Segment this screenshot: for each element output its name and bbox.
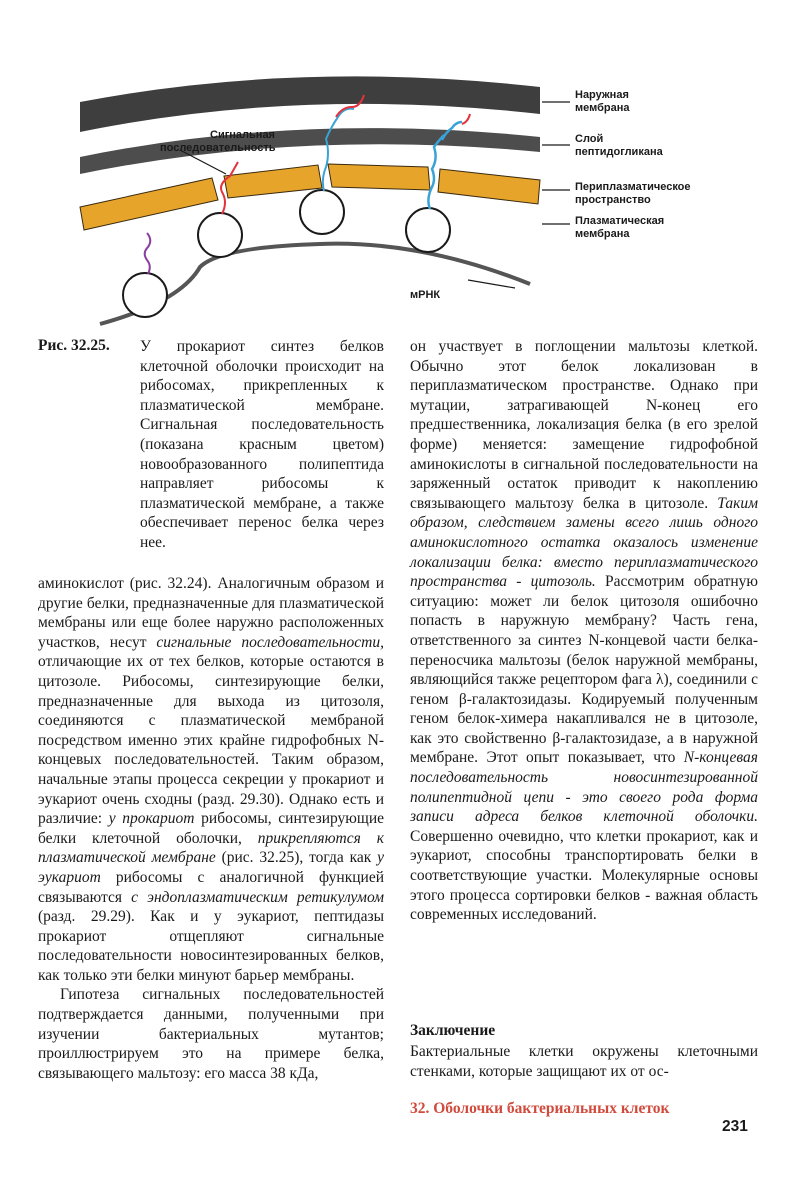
footer-section-title: 32. Оболочки бактериальных клеток [410, 1100, 670, 1117]
label-signal-sequence: Сигнальная последовательность [160, 129, 276, 154]
label-mrna: мРНК [410, 289, 441, 301]
summary-heading: Заключение [410, 1022, 496, 1039]
figure-caption-text: У прокариот синтез белков клеточной оболочки происходит на рибосомах, прикрепленных к плазматической мембране. Сигнальная последовательность (показана красным цветом) новообразованного полипептида направляет рибосомы к плазматической мембране, а также обеспечивает перенос белка через нее. [140, 338, 384, 551]
page-number: 231 [722, 1118, 748, 1135]
label-plasma-membrane: Плазматическая мембрана [575, 215, 665, 240]
outer-membrane-band [80, 76, 540, 132]
left-column [38, 574, 384, 1083]
label-peptidoglycan: Слой пептидогликана [575, 133, 663, 158]
summary-text: Бактериальные клетки окружены клеточными стенками, которые защищают их от ос- [410, 1043, 758, 1080]
figure-bacterial-envelope [60, 52, 760, 337]
right-column [410, 337, 758, 925]
paragraph-hypothesis: Гипотеза сигнальных последовательностей подтверждается данными, полученными при изучении бактериальных мутантов; проиллюстрируем это на примере белка, связывающего мальтозу: его масса 38 кДа, [38, 986, 384, 1082]
nascent-chain [145, 233, 151, 274]
label-outer-membrane: Наружная мембрана [575, 89, 630, 114]
label-periplasm: Периплазматическое пространство [575, 181, 691, 206]
paragraph-signal-sequences: аминокислот (рис. 32.24). Аналогичным образом и другие белки, предназначенные для плазматической мембраны или еще более наружно расположенных участков, несут сигнальные последовательности, отличающие их от тех белков, которые остаются в цитозоле. Рибосомы, синтезирующие белки, предназначенные для выхода из цитозоля, соединяются с плазматической мембраной посредством именно этих крайне гидрофобных N-концевых последовательностей. Таким образом, начальные этапы процесса секреции у прокариот и эукариот очень сходны (разд. 29.30). Однако есть и различие: у прокариот рибосомы, синтезирующие белки клеточной оболочки, прикрепляются к плазматической мембране (рис. 32.25), тогда как у эукариот рибосомы с аналогичной функцией связываются с эндоплазматическим ретикулумом (разд. 29.29). Как и у эукариот, пептидазы прокариот отщепляют сигнальные последовательности новосинтезированных белков, как только эти белки минуют барьер мембраны. [38, 575, 384, 984]
paragraph-maltose-protein: он участвует в поглощении мальтозы клеткой. Обычно этот белок локализован в периплазматическом пространстве. Однако при мутации, затрагивающей N-конец его предшественника, локализация белка (в его зрелой форме) меняется: замещение гидрофобной аминокислоты в сигнальной последовательности на заряженный остаток приводит к накоплению связывающего мальтозу белка в цитозоле. Таким образом, следствием замены всего лишь одного аминокислотного остатка оказалось изменение локализации белка: вместо периплазматического пространства - цитозоль. Рассмотрим обратную ситуацию: может ли белок цитозоля ошибочно попасть в наружную мембрану? Часть гена, ответственного за синтез N-концевой части белка-переносчика мальтозы (белок наружной мембраны, являющийся также рецептором фага λ), соединили с геном β-галактозидазы. Кодируемый полученным геном белок-химера накапливался не в цитозоле, как это свойственно β-галактозидазе, а в наружной мембране. Этот опыт показывает, что N-концевая последовательность новосинтезированной полипептидной цепи - это своего рода форма записи адреса белков клеточной оболочки. Совершенно очевидно, что клетки прокариот, как и эукариот, способны транспортировать белки в соответствующие участки. Молекулярные основы этого процесса сортировки белков - важная область современных исследований. [410, 338, 758, 924]
figure-caption-label: Рис. 32.25. [38, 337, 110, 354]
